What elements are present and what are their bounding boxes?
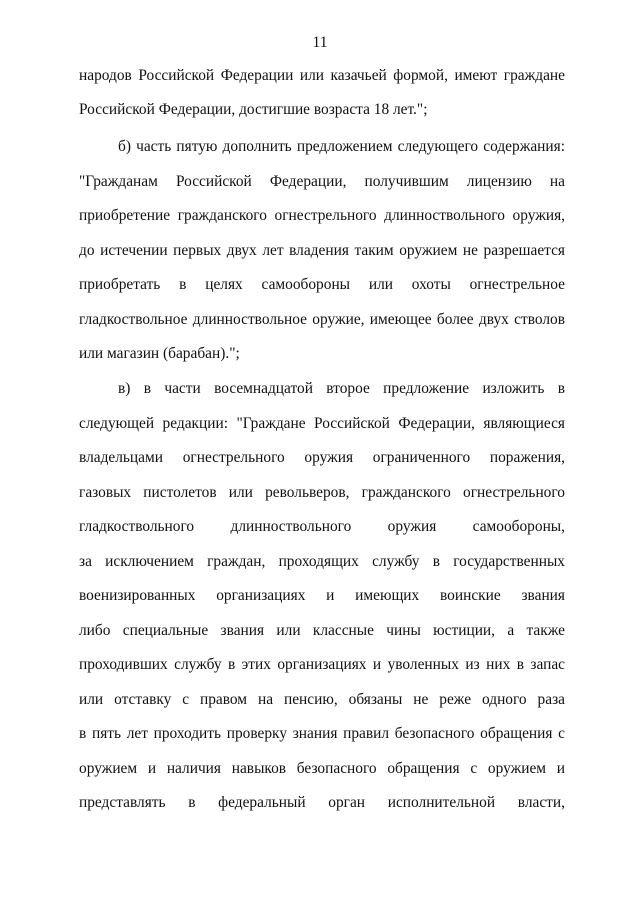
text-line-8: гладкоствольное длинноствольное оружие, имеющее более двух стволов <box>79 311 565 328</box>
page-number: 11 <box>312 34 328 51</box>
text-line-12: владельцами огнестрельного оружия ограниченного поражения, <box>79 449 565 466</box>
text-line-20: в пять лет проходить проверку знания правил безопасного обращения с <box>79 725 565 742</box>
text-line-4: "Гражданам Российской Федерации, получившим лицензию на <box>79 173 565 190</box>
text-line-17: либо специальные звания или классные чины юстиции, а также <box>79 622 565 639</box>
text-line-22: представлять в федеральный орган исполнительной власти, <box>79 794 565 811</box>
text-line-3: б) часть пятую дополнить предложением следующего содержания: <box>118 138 565 155</box>
text-line-11: следующей редакции: "Граждане Российской Федерации, являющиеся <box>79 415 565 432</box>
text-line-1: народов Российской Федерации или казачьей формой, имеют граждане <box>79 67 565 84</box>
text-line-18: проходивших службу в этих организациях и уволенных из них в запас <box>79 656 565 673</box>
text-line-13: газовых пистолетов или револьверов, гражданского огнестрельного <box>79 484 565 501</box>
text-line-2: Российской Федерации, достигшие возраста 18 лет."; <box>79 101 428 118</box>
text-line-15: за исключением граждан, проходящих службу в государственных <box>79 553 565 570</box>
text-line-5: приобретение гражданского огнестрельного длинноствольного оружия, <box>79 207 565 224</box>
text-line-10: в) в части восемнадцатой второе предложение изложить в <box>118 380 565 397</box>
text-line-16: военизированных организациях и имеющих воинские звания <box>79 587 565 604</box>
text-line-6: до истечении первых двух лет владения таким оружием не разрешается <box>79 242 565 259</box>
text-line-7: приобретать в целях самообороны или охоты огнестрельное <box>79 276 565 293</box>
text-line-14: гладкоствольного длинноствольного оружия самообороны, <box>79 518 565 535</box>
text-line-19: или отставку с правом на пенсию, обязаны не реже одного раза <box>79 691 565 708</box>
text-line-21: оружием и наличия навыков безопасного обращения с оружием и <box>79 760 565 777</box>
text-line-9: или магазин (барабан)."; <box>79 345 240 362</box>
